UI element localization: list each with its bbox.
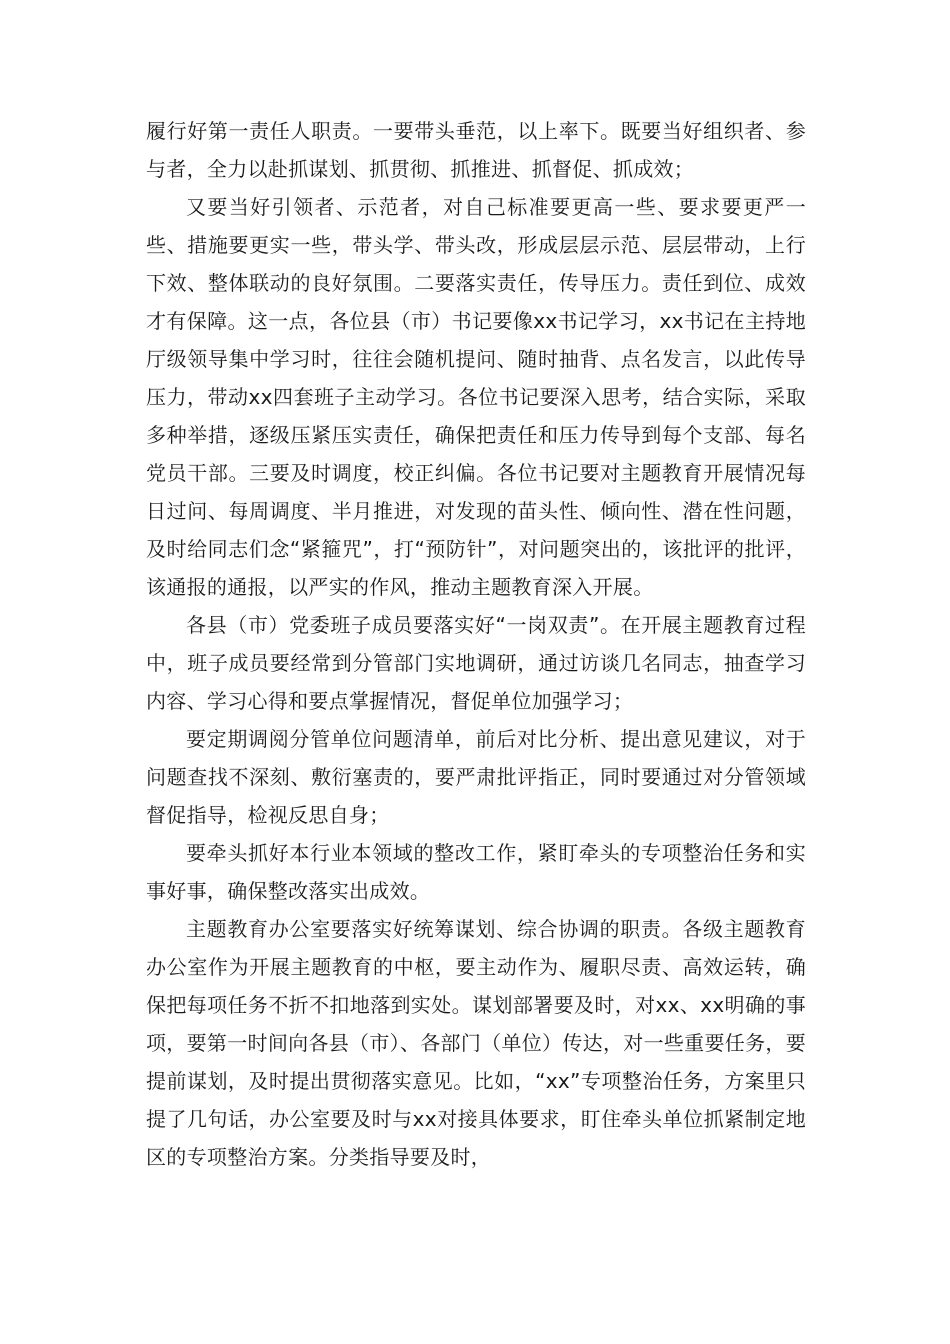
paragraph-4: 要定期调阅分管单位问题清单，前后对比分析、提出意见建议，对于问题查找不深刻、敷衍塞责的，要严肃批评指正，同时要通过对分管领域督促指导，检视反思自身； <box>146 727 806 827</box>
document-body <box>146 112 806 1176</box>
paragraph-3: 各县（市）党委班子成员要落实好“一岗双责”。在开展主题教育过程中，班子成员要经常到分管部门实地调研，通过访谈几名同志，抽查学习内容、学习心得和要点掌握情况，督促单位加强学习； <box>146 613 806 713</box>
paragraph-1: 履行好第一责任人职责。一要带头垂范，以上率下。既要当好组织者、参与者，全力以赴抓谋划、抓贯彻、抓推进、抓督促、抓成效； <box>146 119 806 181</box>
paragraph-6: 主题教育办公室要落实好统筹谋划、综合协调的职责。各级主题教育办公室作为开展主题教育的中枢，要主动作为、履职尽责、高效运转，确保把每项任务不折不扣地落到实处。谋划部署要及时，对xx、xx明确的事项，要第一时间向各县（市）、各部门（单位）传达，对一些重要任务，要提前谋划，及时提出贯彻落实意见。比如，“xx”专项整治任务，方案里只提了几句话，办公室要及时与xx对接具体要求，盯住牵头单位抓紧制定地区的专项整治方案。分类指导要及时， <box>146 917 806 1169</box>
paragraph-2: 又要当好引领者、示范者，对自己标准要更高一些、要求要更严一些、措施要更实一些，带头学、带头改，形成层层示范、层层带动，上行下效、整体联动的良好氛围。二要落实责任，传导压力。责任到位、成效才有保障。这一点，各位县（市）书记要像xx书记学习，xx书记在主持地厅级领导集中学习时，往往会随机提问、随时抽背、点名发言，以此传导压力，带动xx四套班子主动学习。各位书记要深入思考，结合实际，采取多种举措，逐级压紧压实责任，确保把责任和压力传导到每个支部、每名党员干部。三要及时调度，校正纠偏。各位书记要对主题教育开展情况每日过问、每周调度、半月推进，对发现的苗头性、倾向性、潜在性问题，及时给同志们念“紧箍咒”，打“预防针”，对问题突出的，该批评的批评，该通报的通报，以严实的作风，推动主题教育深入开展。 <box>146 195 806 599</box>
paragraph-5: 要牵头抓好本行业本领域的整改工作，紧盯牵头的专项整治任务和实事好事，确保整改落实出成效。 <box>146 841 806 903</box>
